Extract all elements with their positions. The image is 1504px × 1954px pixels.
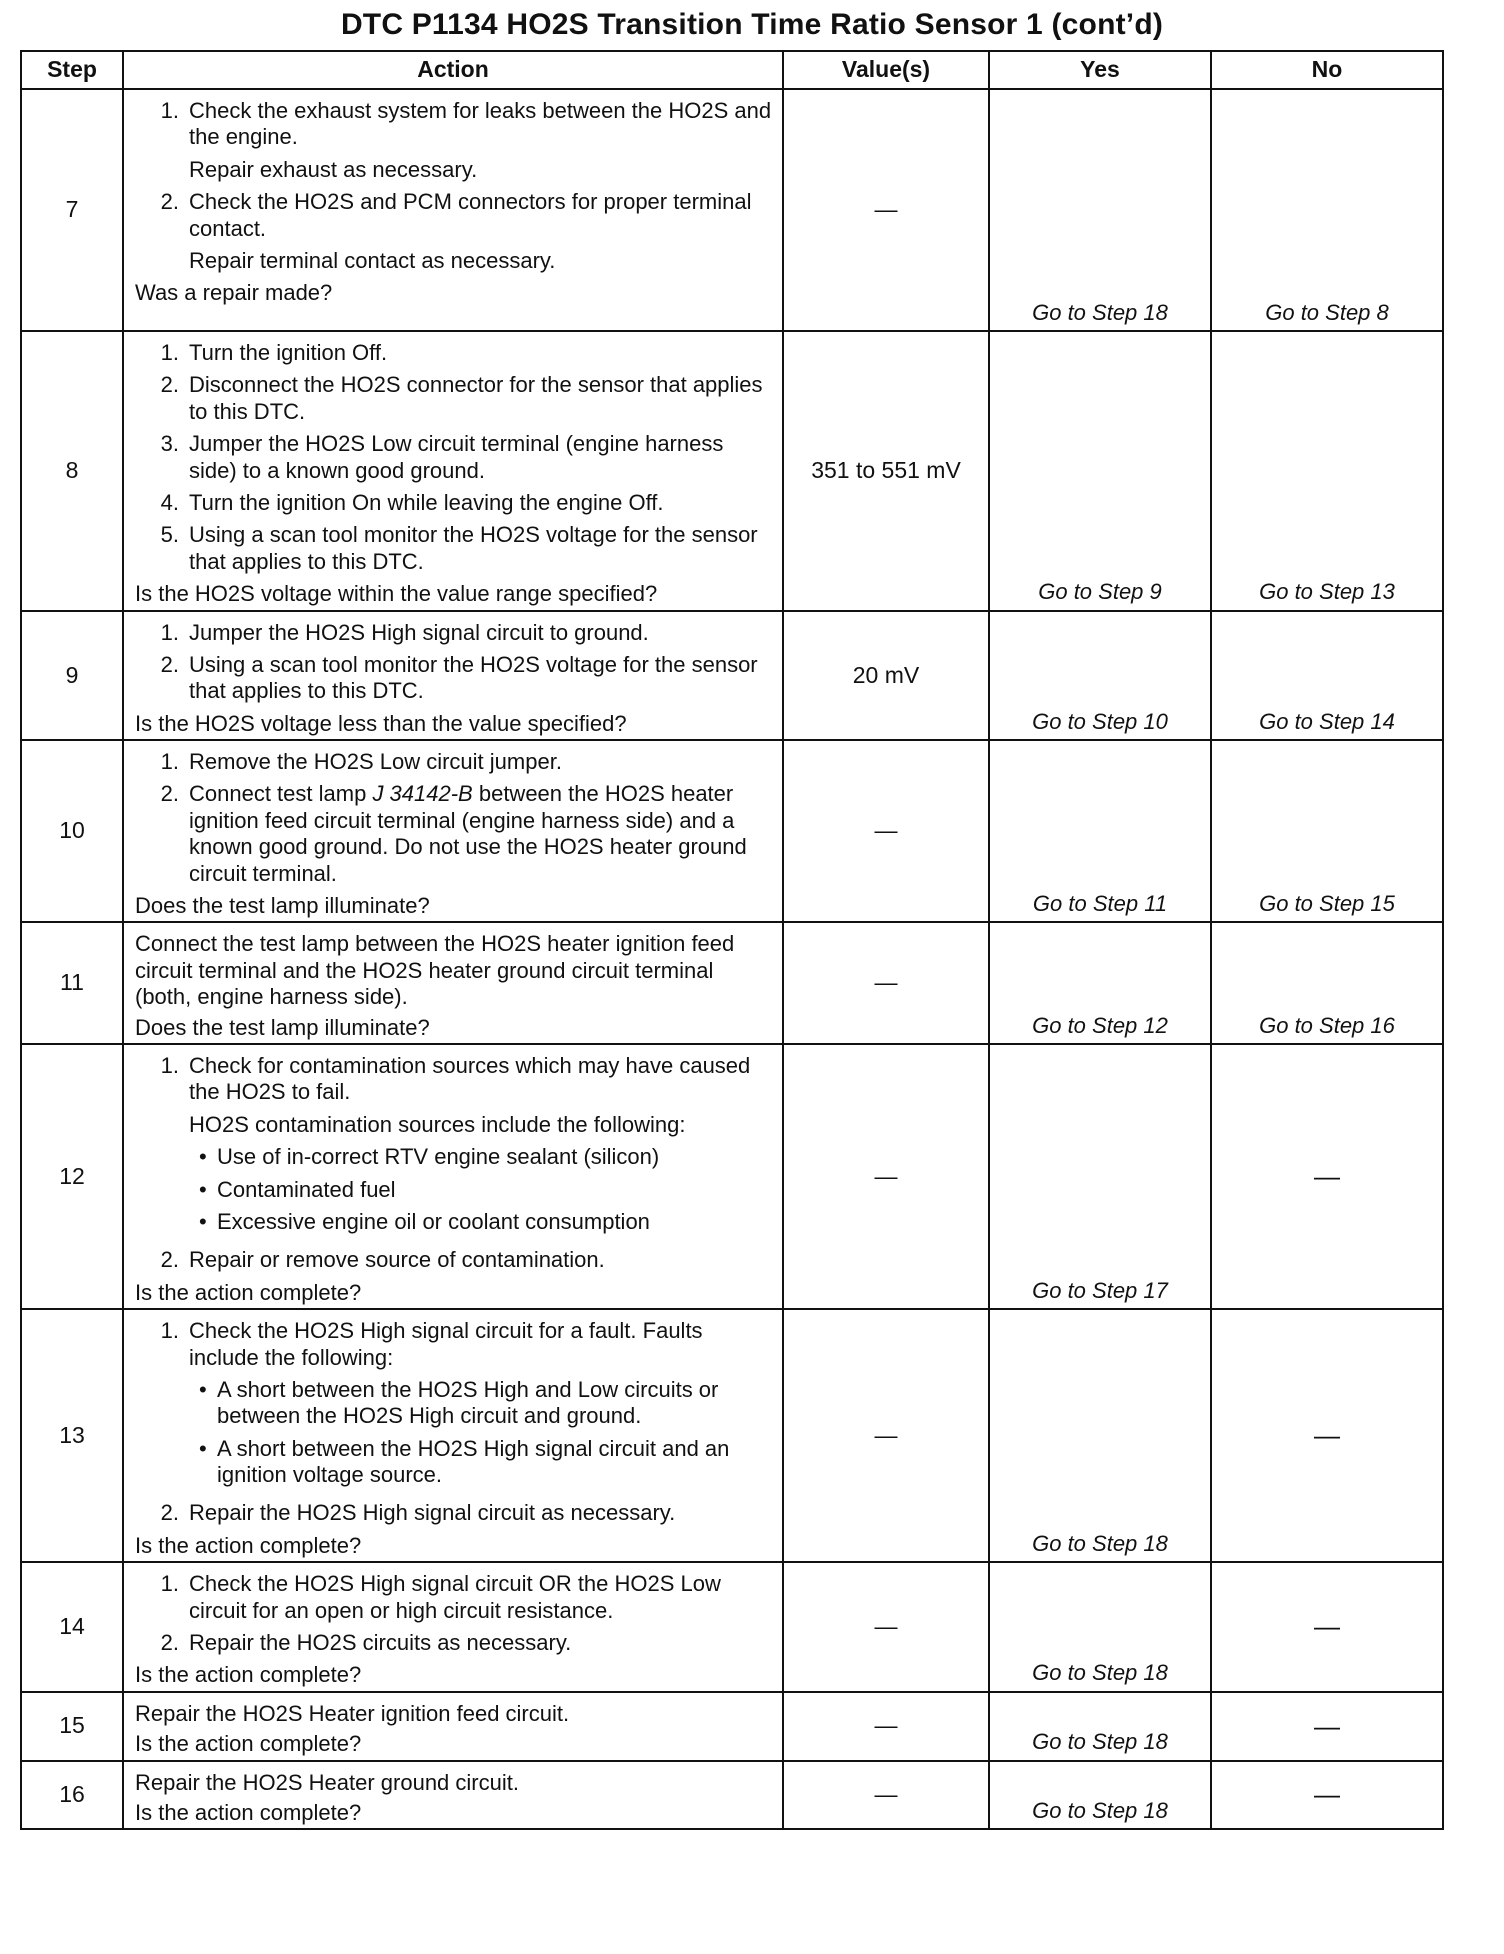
action-step-text: [189, 431, 774, 484]
action-text: Connect the test lamp between the HO2S heater ignition feed circuit terminal and the HO2S heater ground circuit terminal (both, engine harness side).: [135, 931, 735, 1010]
action-step: [135, 431, 774, 484]
action-step: [135, 781, 774, 887]
action-step-number: 1.: [160, 619, 179, 645]
no-result-dash: —: [1314, 1420, 1340, 1451]
action-text: Repair the HO2S Heater ground circuit.: [135, 1769, 519, 1795]
table-row: [21, 922, 1443, 1044]
action-step: [135, 652, 774, 705]
yes-cell: [989, 331, 1211, 611]
value-cell: 351 to 551 mV: [783, 331, 989, 611]
action-text: Jumper the HO2S Low circuit terminal (engine harness side) to a known good ground.: [189, 431, 724, 483]
action-step-number: 2.: [160, 651, 179, 677]
no-result-dash: —: [1314, 1611, 1340, 1642]
no-cell: [1211, 611, 1443, 741]
no-result-dash: —: [1314, 1160, 1340, 1191]
action-step-number: 2.: [160, 372, 179, 398]
yes-cell: [989, 1761, 1211, 1830]
action-step-text: [189, 749, 774, 775]
action-substep: HO2S contamination sources include the following:: [189, 1111, 686, 1137]
goto-step-no: Go to Step 14: [1259, 708, 1395, 734]
action-step-text: [189, 1571, 774, 1624]
action-cell: [123, 1562, 783, 1692]
action-question: Is the HO2S voltage within the value range specified?: [135, 581, 658, 607]
table-row: [21, 611, 1443, 741]
yes-cell: [989, 1309, 1211, 1562]
value-cell: —: [783, 1309, 989, 1562]
step-number: 9: [21, 611, 123, 741]
value-cell: —: [783, 1562, 989, 1692]
action-cell: [123, 740, 783, 922]
action-text: Check the HO2S High signal circuit for a fault. Faults include the following:: [189, 1318, 703, 1370]
goto-step-no: Go to Step 16: [1259, 1012, 1395, 1038]
action-step: [135, 189, 774, 274]
yes-cell: [989, 611, 1211, 741]
action-step: [135, 1630, 774, 1656]
bullet-item: [189, 1144, 774, 1170]
step-number: 12: [21, 1044, 123, 1309]
action-step-text: [189, 340, 774, 366]
action-step-number: 2.: [160, 189, 179, 215]
action-text: Remove the HO2S Low circuit jumper.: [189, 749, 562, 775]
action-step: [135, 749, 774, 775]
yes-cell: [989, 1562, 1211, 1692]
bullet-icon: •: [199, 1435, 207, 1461]
table-header-row: [21, 51, 1443, 89]
bullet-text: Use of in-correct RTV engine sealant (silicon): [217, 1144, 660, 1170]
no-cell: [1211, 1761, 1443, 1830]
table-row: [21, 1309, 1443, 1562]
step-number: 7: [21, 89, 123, 331]
value-cell: —: [783, 922, 989, 1044]
bullet-item: [189, 1177, 774, 1203]
action-step-text: [189, 1247, 774, 1273]
action-step-text: [189, 522, 774, 575]
action-question: Is the action complete?: [135, 1279, 362, 1305]
bullet-text: Contaminated fuel: [217, 1176, 396, 1202]
table-row: [21, 331, 1443, 611]
action-question: Is the action complete?: [135, 1662, 362, 1688]
action-text: Check the exhaust system for leaks between the HO2S and the engine.: [189, 98, 772, 150]
action-step-text: [189, 620, 774, 646]
goto-step-no: Go to Step 15: [1259, 891, 1395, 917]
step-number: 8: [21, 331, 123, 611]
action-cell: [123, 331, 783, 611]
action-text: Check the HO2S and PCM connectors for proper terminal contact.: [189, 189, 752, 241]
goto-step-yes: Go to Step 18: [1032, 1797, 1168, 1823]
action-text: Jumper the HO2S High signal circuit to ground.: [189, 619, 649, 645]
goto-step-no: Go to Step 13: [1259, 579, 1395, 605]
action-step-number: 4.: [160, 489, 179, 515]
step-number: 10: [21, 740, 123, 922]
goto-step-yes: Go to Step 17: [1032, 1277, 1168, 1303]
yes-cell: [989, 1692, 1211, 1761]
action-text: Disconnect the HO2S connector for the sensor that applies to this DTC.: [189, 372, 763, 424]
header-step: Step: [21, 51, 123, 89]
action-step-text: [189, 189, 774, 274]
goto-step-yes: Go to Step 18: [1032, 1660, 1168, 1686]
tool-reference: J 34142-B: [372, 781, 473, 807]
action-steps: [135, 1318, 774, 1527]
action-step-number: 3.: [160, 431, 179, 457]
bullet-text: Excessive engine oil or coolant consumption: [217, 1208, 650, 1234]
table-row: [21, 1044, 1443, 1309]
action-text: Repair the HO2S circuits as necessary.: [189, 1630, 572, 1656]
action-text: Turn the ignition On while leaving the engine Off.: [189, 489, 664, 515]
bullet-icon: •: [199, 1376, 207, 1402]
action-step: [135, 490, 774, 516]
action-step-text: [189, 781, 774, 887]
no-cell: [1211, 1692, 1443, 1761]
action-cell: [123, 1761, 783, 1830]
action-steps: [135, 98, 774, 274]
step-number: 13: [21, 1309, 123, 1562]
step-number: 15: [21, 1692, 123, 1761]
goto-step-yes: Go to Step 12: [1032, 1012, 1168, 1038]
action-question: Is the action complete?: [135, 1532, 362, 1558]
action-step-number: 2.: [160, 1247, 179, 1273]
page-title: DTC P1134 HO2S Transition Time Ratio Sensor 1 (cont’d): [340, 8, 1164, 41]
bullet-icon: •: [199, 1176, 207, 1202]
step-number: 16: [21, 1761, 123, 1830]
table-row: [21, 1761, 1443, 1830]
action-step-text: [189, 1630, 774, 1656]
diagnostic-table: [20, 50, 1444, 1830]
action-cell: [123, 1309, 783, 1562]
action-text: Repair or remove source of contamination.: [189, 1247, 605, 1273]
goto-step-yes: Go to Step 18: [1032, 1530, 1168, 1556]
action-step-number: 5.: [160, 522, 179, 548]
action-question: Does the test lamp illuminate?: [135, 893, 430, 919]
action-steps: [135, 1571, 774, 1656]
action-text: Repair the HO2S Heater ignition feed circuit.: [135, 1700, 570, 1726]
value-cell: —: [783, 1044, 989, 1309]
bullet-item: [189, 1209, 774, 1235]
action-step-text: [189, 1500, 774, 1526]
step-number: 14: [21, 1562, 123, 1692]
header-values: Value(s): [783, 51, 989, 89]
no-result-dash: —: [1314, 1779, 1340, 1810]
action-step-text: [189, 98, 774, 183]
action-step: [135, 372, 774, 425]
value-cell: 20 mV: [783, 611, 989, 741]
action-step-number: 1.: [160, 749, 179, 775]
no-cell: [1211, 1044, 1443, 1309]
action-question: Was a repair made?: [135, 280, 333, 306]
action-question: Is the action complete?: [135, 1731, 362, 1757]
action-cell: [123, 1044, 783, 1309]
action-step: [135, 1053, 774, 1241]
action-text-part: Connect test lamp: [189, 781, 373, 807]
no-cell: [1211, 740, 1443, 922]
header-yes: Yes: [989, 51, 1211, 89]
action-question: Does the test lamp illuminate?: [135, 1014, 430, 1040]
action-cell: [123, 611, 783, 741]
action-step: [135, 522, 774, 575]
action-step-number: 1.: [160, 340, 179, 365]
bullet-list: [189, 1144, 774, 1235]
action-steps: [135, 620, 774, 705]
table-row: [21, 1562, 1443, 1692]
value-cell: —: [783, 740, 989, 922]
action-cell: [123, 89, 783, 331]
action-step-text: [189, 372, 774, 425]
value-cell: —: [783, 89, 989, 331]
action-text: Turn the ignition Off.: [189, 340, 388, 365]
action-question: Is the action complete?: [135, 1799, 362, 1825]
action-steps: [135, 749, 774, 887]
action-question: Is the HO2S voltage less than the value specified?: [135, 710, 627, 736]
no-result-dash: —: [1314, 1710, 1340, 1741]
goto-step-yes: Go to Step 18: [1032, 299, 1168, 325]
goto-step-yes: Go to Step 18: [1032, 1729, 1168, 1755]
table-row: [21, 740, 1443, 922]
goto-step-yes: Go to Step 10: [1032, 708, 1168, 734]
action-step-number: 1.: [160, 1571, 179, 1597]
goto-step-yes: Go to Step 11: [1032, 891, 1168, 917]
bullet-list: [189, 1377, 774, 1489]
bullet-icon: •: [199, 1208, 207, 1234]
action-step-text: [189, 490, 774, 516]
bullet-item: [189, 1436, 774, 1489]
action-step-text: [189, 652, 774, 705]
action-text: Check the HO2S High signal circuit OR the HO2S Low circuit for an open or high circuit resistance.: [189, 1571, 721, 1623]
yes-cell: [989, 922, 1211, 1044]
action-step-number: 2.: [160, 781, 179, 807]
no-cell: [1211, 1562, 1443, 1692]
action-text: Using a scan tool monitor the HO2S voltage for the sensor that applies to this DTC.: [189, 522, 758, 574]
action-step: [135, 1247, 774, 1273]
action-step: [135, 620, 774, 646]
action-steps: [135, 1053, 774, 1274]
yes-cell: [989, 740, 1211, 922]
action-substep: Repair exhaust as necessary.: [189, 156, 478, 182]
action-step-number: 1.: [160, 1318, 179, 1344]
action-step-text: [189, 1053, 774, 1241]
action-step: [135, 98, 774, 183]
bullet-item: [189, 1377, 774, 1430]
action-step-number: 2.: [160, 1500, 179, 1526]
action-step-text: [189, 1318, 774, 1494]
action-cell: [123, 1692, 783, 1761]
no-cell: [1211, 922, 1443, 1044]
bullet-text: A short between the HO2S High and Low circuits or between the HO2S High circuit and ground.: [217, 1376, 719, 1429]
action-step-number: 1.: [160, 1052, 179, 1078]
bullet-icon: •: [199, 1144, 207, 1170]
action-step: [135, 1318, 774, 1494]
action-text: Repair the HO2S High signal circuit as necessary.: [189, 1500, 676, 1526]
action-step: [135, 340, 774, 366]
yes-cell: [989, 1044, 1211, 1309]
goto-step-yes: Go to Step 9: [1038, 579, 1162, 605]
step-number: 11: [21, 922, 123, 1044]
action-step: [135, 1571, 774, 1624]
goto-step-no: Go to Step 8: [1265, 299, 1389, 325]
table-row: [21, 89, 1443, 331]
table-body: [21, 89, 1443, 1829]
action-cell: [123, 922, 783, 1044]
action-step: [135, 1500, 774, 1526]
value-cell: —: [783, 1761, 989, 1830]
action-text-part: between the HO2S heater ignition feed circuit terminal (engine harness side) and a known good ground. Do not use the HO2S heater ground circuit terminal.: [189, 781, 747, 886]
header-no: No: [1211, 51, 1443, 89]
value-cell: —: [783, 1692, 989, 1761]
bullet-text: A short between the HO2S High signal circuit and an ignition voltage source.: [217, 1435, 730, 1488]
action-steps: [135, 340, 774, 575]
action-text: Using a scan tool monitor the HO2S voltage for the sensor that applies to this DTC.: [189, 651, 758, 704]
no-cell: [1211, 1309, 1443, 1562]
no-cell: [1211, 89, 1443, 331]
action-step-number: 1.: [160, 98, 179, 123]
action-step-number: 2.: [160, 1630, 179, 1656]
yes-cell: [989, 89, 1211, 331]
action-text: Check for contamination sources which may have caused the HO2S to fail.: [189, 1052, 751, 1105]
table-row: [21, 1692, 1443, 1761]
action-substep: Repair terminal contact as necessary.: [189, 247, 556, 273]
header-action: Action: [123, 51, 783, 89]
no-cell: [1211, 331, 1443, 611]
